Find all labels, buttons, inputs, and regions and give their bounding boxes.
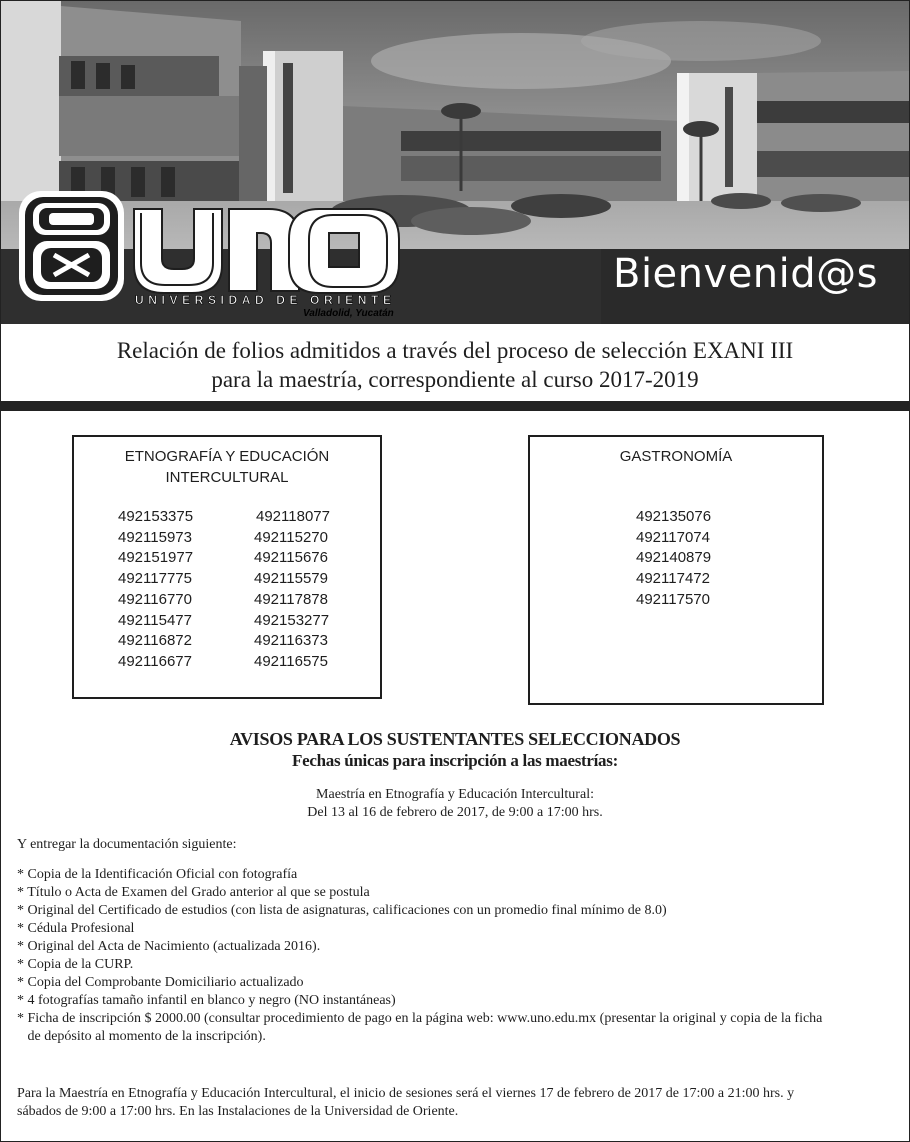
folio: 492153277 [254,611,330,629]
folio: 492115579 [254,570,328,588]
folio: 492135076 [636,508,712,525]
title-line-1: Relación de folios admitidos a través del proceso de selección EXANI III [116,338,794,363]
folio-column-2 [254,507,364,673]
university-name: UNIVERSIDAD DE ORIENTE [135,293,396,307]
requirement-item: * 4 fotografías tamaño infantil en blanco y negro (NO instantáneas) [17,993,396,1008]
docs-intro: Y entregar la documentación siguiente: [17,837,237,852]
schedule-dates: Del 13 al 16 de febrero de 2017, de 9:00 a 17:00 hrs. [307,805,603,820]
requirement-item: * Título o Acta de Examen del Grado anterior al que se postula [17,885,370,900]
requirements-list [17,866,822,1046]
session-info [17,1085,897,1121]
folio: 492140879 [636,549,712,567]
program-box-gastronomia [528,435,824,705]
program-title-line-1: ETNOGRAFÍA Y EDUCACIÓN [124,448,330,465]
program-title [74,446,380,488]
program-box-etnografia [72,435,382,699]
folio: 492117878 [254,590,328,608]
requirement-item: * Original del Certificado de estudios (con lista de asignaturas, calificaciones con un promedio final mínimo de 8.0) [17,903,667,918]
folio: 492115973 [118,528,192,546]
page-title [1,324,909,401]
session-info-line-2: sábados de 9:00 a 17:00 hrs. En las Instalaciones de la Universidad de Oriente. [17,1104,459,1119]
folio: 492116373 [254,632,328,650]
folio: 492115477 [118,611,192,629]
header-photo [1,1,909,324]
folio-column-1 [118,507,228,673]
welcome-banner: Bienvenid@s [613,251,878,297]
folio: 492116770 [118,590,192,608]
uno-logo [19,191,409,301]
logo-graphic [19,191,409,301]
folio: 492115270 [254,528,328,546]
divider-bar [1,401,909,411]
requirement-item: * Copia de la Identificación Oficial con fotografía [17,867,298,882]
notices-heading [0,728,910,772]
notices-title: AVISOS PARA LOS SUSTENTANTES SELECCIONADOS [229,729,681,749]
enrollment-schedule [0,786,910,822]
program-title: GASTRONOMÍA [619,448,733,465]
folio: 492117472 [636,570,710,588]
requirement-item-continued: de depósito al momento de la inscripción). [17,1029,266,1044]
folio: 492116575 [254,652,328,670]
requirement-item: * Ficha de inscripción $ 2000.00 (consultar procedimiento de pago en la página web: www.uno.edu.mx (presentar la original y copia de la ficha [17,1011,823,1026]
folio: 492118077 [256,508,330,525]
folio: 492115676 [254,549,328,567]
requirement-item: * Cédula Profesional [17,921,135,936]
folio: 492117074 [636,528,710,546]
schedule-program: Maestría en Etnografía y Educación Intercultural: [316,787,594,802]
folio: 492116872 [118,632,192,650]
folio-column [636,507,746,611]
title-line-2: para la maestría, correspondiente al curso 2017-2019 [211,367,699,392]
university-city: Valladolid, Yucatán [303,308,394,319]
folio: 492151977 [118,549,194,567]
program-title-line-2: INTERCULTURAL [165,469,289,486]
folio: 492153375 [118,508,194,525]
folio: 492117775 [118,570,192,588]
session-info-line-1: Para la Maestría en Etnografía y Educación Intercultural, el inicio de sesiones será el viernes 17 de febrero de 2017 de 17:00 a 21:00 hrs. y [17,1086,795,1101]
folio: 492117570 [636,590,710,608]
folio: 492116677 [118,652,192,670]
notices-subtitle: Fechas únicas para inscripción a las maestrías: [292,751,618,770]
requirement-item: * Copia del Comprobante Domiciliario actualizado [17,975,304,990]
requirement-item: * Copia de la CURP. [17,957,134,972]
requirement-item: * Original del Acta de Nacimiento (actualizada 2016). [17,939,321,954]
